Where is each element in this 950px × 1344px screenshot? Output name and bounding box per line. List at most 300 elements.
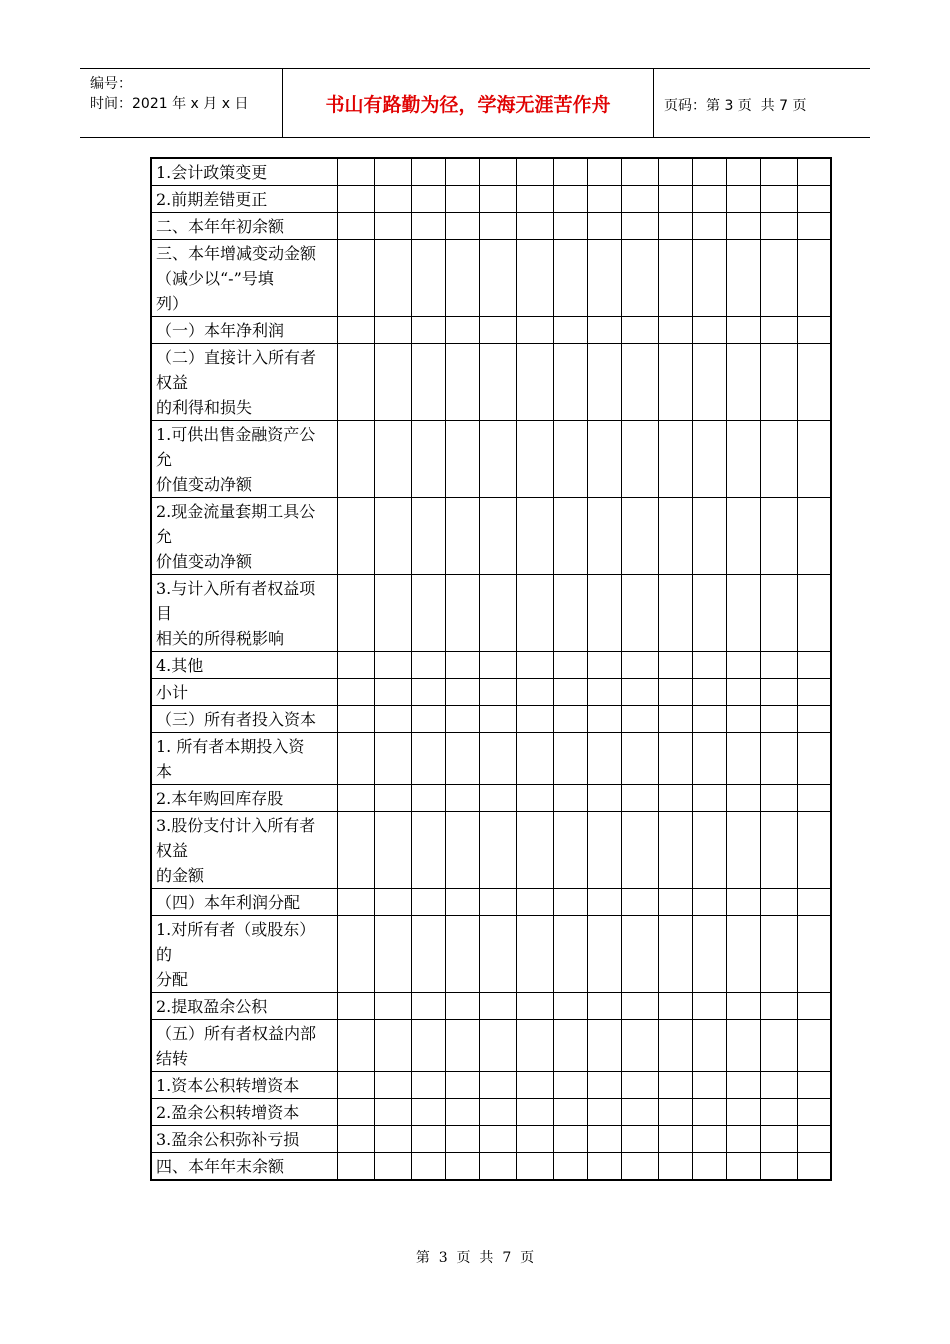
table-cell [411,1153,445,1181]
table-cell [553,679,587,706]
table-cell [479,889,516,916]
table-cell [797,916,831,993]
table-cell [445,344,479,421]
table-cell [797,1126,831,1153]
table-cell [692,679,726,706]
table-cell [516,1020,553,1072]
table-cell [726,186,760,213]
table-cell [445,158,479,186]
table-row [151,344,831,421]
table-cell [337,1072,374,1099]
table-cell [479,733,516,785]
table-cell [337,733,374,785]
table-cell [692,1153,726,1181]
table-cell [760,916,797,993]
table-cell [411,575,445,652]
table-cell [658,812,692,889]
table-cell [658,240,692,317]
table-row [151,213,831,240]
table-cell [692,1126,726,1153]
table-cell [692,1099,726,1126]
table-cell [516,993,553,1020]
table-cell [726,1072,760,1099]
row-label: （三）所有者投入资本 [151,706,337,733]
table-cell [658,1099,692,1126]
table-cell [760,889,797,916]
table-cell [692,889,726,916]
table-cell [726,344,760,421]
table-cell [411,158,445,186]
table-cell [797,993,831,1020]
table-cell [760,344,797,421]
table-cell [337,498,374,575]
table-cell [337,1153,374,1181]
table-cell [337,679,374,706]
table-cell [374,1072,411,1099]
table-cell [411,679,445,706]
table-cell [516,785,553,812]
table-cell [337,186,374,213]
table-cell [726,575,760,652]
table-cell [553,158,587,186]
table-cell [621,317,658,344]
table-cell [587,1099,621,1126]
table-cell [337,993,374,1020]
table-cell [587,317,621,344]
table-cell [726,679,760,706]
table-cell [587,1153,621,1181]
table-cell [587,652,621,679]
table-cell [553,1020,587,1072]
table-cell [411,317,445,344]
table-cell [479,652,516,679]
table-cell [516,889,553,916]
table-cell [445,1099,479,1126]
table-cell [760,706,797,733]
table-cell [587,733,621,785]
table-cell [479,993,516,1020]
table-cell [337,317,374,344]
table-cell [587,575,621,652]
table-cell [479,186,516,213]
table-cell [411,652,445,679]
table-cell [760,1153,797,1181]
table-cell [658,706,692,733]
table-cell [726,916,760,993]
table-row [151,1099,831,1126]
table-cell [797,652,831,679]
table-cell [553,186,587,213]
table-cell [337,652,374,679]
table-cell [479,706,516,733]
table-cell [726,706,760,733]
row-label: （四）本年利润分配 [151,889,337,916]
table-cell [516,652,553,679]
table-cell [553,785,587,812]
table-cell [760,1126,797,1153]
row-label: 3.与计入所有者权益项 目 相关的所得税影响 [151,575,337,652]
table-cell [553,812,587,889]
table-cell [587,344,621,421]
table-cell [760,317,797,344]
table-cell [658,317,692,344]
table-cell [726,733,760,785]
table-cell [587,186,621,213]
table-cell [658,213,692,240]
table-cell [411,916,445,993]
table-cell [621,1153,658,1181]
table-cell [621,421,658,498]
table-row [151,733,831,785]
table-cell [553,1126,587,1153]
table-cell [445,1153,479,1181]
table-cell [587,812,621,889]
table-cell [621,1126,658,1153]
table-cell [797,421,831,498]
table-cell [516,186,553,213]
row-label: 2.前期差错更正 [151,186,337,213]
table-cell [726,889,760,916]
table-cell [797,344,831,421]
table-row [151,1153,831,1181]
table-cell [411,785,445,812]
table-cell [516,1126,553,1153]
table-cell [658,421,692,498]
table-cell [760,158,797,186]
page-footer: 第 3 页 共 7 页 [415,1250,535,1266]
table-cell [337,889,374,916]
table-cell [621,706,658,733]
table-cell [374,916,411,993]
table-cell [479,213,516,240]
table-cell [797,575,831,652]
table-cell [760,652,797,679]
table-cell [587,498,621,575]
table-cell [692,733,726,785]
table-cell [760,812,797,889]
header-page-number: 页码：第 3 页 共 7 页 [664,98,807,114]
table-cell [553,213,587,240]
table-cell [411,993,445,1020]
table-cell [658,186,692,213]
table-row [151,993,831,1020]
table-cell [411,213,445,240]
row-label: 3.股份支付计入所有者 权益 的金额 [151,812,337,889]
row-label: 1. 所有者本期投入资 本 [151,733,337,785]
table-cell [692,993,726,1020]
table-cell [621,498,658,575]
table-cell [516,317,553,344]
table-cell [553,1099,587,1126]
table-cell [760,186,797,213]
table-cell [621,186,658,213]
table-cell [516,679,553,706]
table-cell [726,317,760,344]
table-cell [479,1153,516,1181]
table-cell [479,679,516,706]
table-cell [374,652,411,679]
table-cell [374,158,411,186]
table-cell [411,889,445,916]
table-row [151,706,831,733]
table-cell [797,679,831,706]
table-cell [479,158,516,186]
table-cell [621,344,658,421]
table-cell [760,498,797,575]
table-cell [587,1020,621,1072]
table-cell [658,993,692,1020]
table-cell [621,785,658,812]
table-cell [479,344,516,421]
table-cell [760,240,797,317]
table-cell [516,706,553,733]
table-cell [445,317,479,344]
row-label: （二）直接计入所有者 权益 的利得和损失 [151,344,337,421]
table-cell [479,317,516,344]
table-cell [621,993,658,1020]
table-cell [658,916,692,993]
table-cell [374,812,411,889]
table-cell [479,1126,516,1153]
table-cell [760,993,797,1020]
table-cell [553,498,587,575]
table-cell [553,575,587,652]
table-cell [411,706,445,733]
table-cell [411,1072,445,1099]
row-label: 三、本年增减变动金额 （减少以“-”号填 列） [151,240,337,317]
table-cell [337,158,374,186]
table-cell [553,344,587,421]
table-cell [445,240,479,317]
table-cell [760,421,797,498]
table-cell [760,679,797,706]
table-cell [760,1020,797,1072]
table-row [151,1072,831,1099]
table-cell [374,733,411,785]
table-cell [726,1153,760,1181]
table-cell [445,421,479,498]
table-cell [479,812,516,889]
table-cell [374,213,411,240]
table-row [151,498,831,575]
table-cell [374,706,411,733]
table-cell [516,213,553,240]
table-cell [516,1153,553,1181]
table-cell [726,785,760,812]
table-cell [760,1099,797,1126]
table-cell [726,213,760,240]
table-cell [797,1099,831,1126]
table-cell [797,240,831,317]
table-cell [621,812,658,889]
row-label: 小计 [151,679,337,706]
table-cell [445,213,479,240]
table-cell [337,1099,374,1126]
table-cell [760,733,797,785]
table-cell [337,706,374,733]
table-cell [445,498,479,575]
table-cell [726,240,760,317]
table-cell [411,1099,445,1126]
table-row [151,785,831,812]
table-cell [374,575,411,652]
table-cell [726,812,760,889]
table-cell [374,785,411,812]
table-cell [621,733,658,785]
table-cell [726,158,760,186]
table-cell [587,240,621,317]
table-cell [587,679,621,706]
table-cell [337,916,374,993]
table-cell [445,785,479,812]
row-label: 二、本年年初余额 [151,213,337,240]
table-cell [411,1126,445,1153]
row-label: 1.对所有者（或股东） 的 分配 [151,916,337,993]
table-cell [797,785,831,812]
table-cell [445,889,479,916]
table-cell [692,213,726,240]
row-label: 2.盈余公积转增资本 [151,1099,337,1126]
table-cell [374,679,411,706]
table-cell [445,993,479,1020]
table-cell [516,733,553,785]
table-cell [445,1126,479,1153]
table-cell [411,186,445,213]
row-label: 1.会计政策变更 [151,158,337,186]
table-cell [692,1020,726,1072]
table-cell [411,498,445,575]
table-cell [692,785,726,812]
table-cell [479,1072,516,1099]
page-header [80,68,870,138]
table-row [151,1020,831,1072]
table-cell [374,498,411,575]
table-cell [337,1126,374,1153]
table-cell [479,498,516,575]
table-cell [621,652,658,679]
table-cell [374,1099,411,1126]
table-cell [692,344,726,421]
table-cell [692,186,726,213]
table-cell [516,421,553,498]
table-cell [760,213,797,240]
table-cell [374,186,411,213]
table-cell [445,733,479,785]
equity-change-table [150,157,832,1181]
table-cell [553,421,587,498]
table-cell [658,1020,692,1072]
table-cell [411,240,445,317]
table-cell [797,1020,831,1072]
table-cell [587,916,621,993]
table-cell [516,344,553,421]
table-cell [479,1099,516,1126]
time-label: 时间：2021 年 x 月 x 日 [90,96,249,112]
table-row [151,186,831,213]
table-cell [621,158,658,186]
table-cell [658,733,692,785]
table-row [151,1126,831,1153]
table-cell [337,240,374,317]
table-cell [587,1126,621,1153]
table-cell [553,317,587,344]
table-cell [797,889,831,916]
table-cell [553,916,587,993]
row-label: 1.资本公积转增资本 [151,1072,337,1099]
table-cell [337,344,374,421]
table-cell [411,421,445,498]
table-cell [692,498,726,575]
table-cell [692,916,726,993]
table-cell [692,421,726,498]
table-row [151,317,831,344]
table-cell [621,575,658,652]
table-cell [797,1072,831,1099]
table-cell [337,575,374,652]
table-cell [516,1072,553,1099]
table-cell [337,421,374,498]
table-cell [479,421,516,498]
table-cell [692,706,726,733]
table-cell [797,706,831,733]
table-cell [553,706,587,733]
table-row [151,421,831,498]
table-cell [726,421,760,498]
table-cell [411,733,445,785]
table-cell [726,1126,760,1153]
table-cell [374,889,411,916]
table-cell [411,812,445,889]
table-cell [587,1072,621,1099]
table-cell [726,498,760,575]
table-cell [587,785,621,812]
table-cell [516,1099,553,1126]
table-cell [445,679,479,706]
table-cell [797,1153,831,1181]
table-cell [516,158,553,186]
table-cell [658,498,692,575]
header-motto: 书山有路勤为径，学海无涯苦作舟 [283,69,654,137]
header-meta-cell [80,69,283,137]
table-cell [337,812,374,889]
table-cell [411,344,445,421]
table-cell [726,1020,760,1072]
table-cell [587,706,621,733]
table-cell [445,575,479,652]
table-row [151,812,831,889]
table-cell [797,186,831,213]
table-cell [658,652,692,679]
table-cell [553,993,587,1020]
table-cell [553,889,587,916]
table-cell [587,158,621,186]
table-cell [621,1099,658,1126]
table-cell [587,993,621,1020]
table-row [151,575,831,652]
table-cell [658,1072,692,1099]
table-cell [516,240,553,317]
table-cell [479,916,516,993]
table-cell [797,317,831,344]
table-row [151,240,831,317]
table-cell [445,916,479,993]
table-cell [692,812,726,889]
table-cell [374,421,411,498]
table-cell [553,1072,587,1099]
table-cell [587,421,621,498]
table-cell [692,652,726,679]
table-cell [692,240,726,317]
